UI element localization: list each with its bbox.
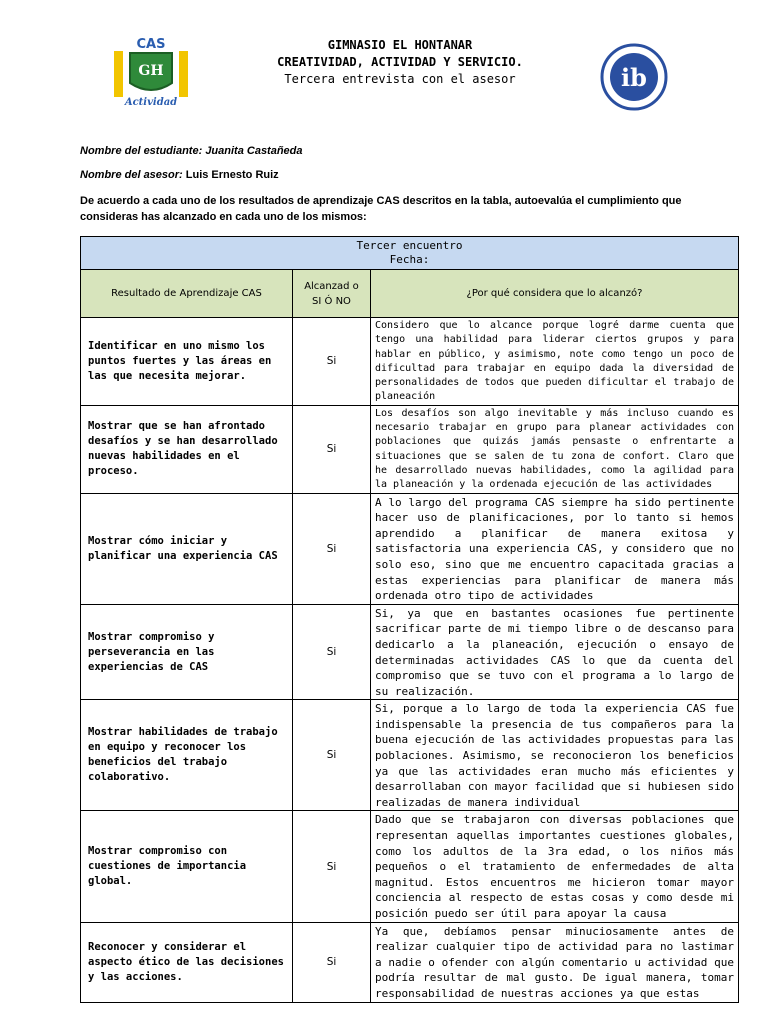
col-header-achieved-label: Alcanzad o (304, 280, 359, 292)
achieved-cell: Si (293, 604, 371, 700)
date-label: Fecha: (389, 253, 430, 266)
outcome-cell: Mostrar compromiso con cuestiones de importancia global. (81, 811, 293, 922)
student-label: Nombre del estudiante: (80, 145, 203, 157)
self-assessment-table (80, 236, 739, 1003)
svg-text:GH: GH (138, 63, 164, 79)
col-header-achieved-sub: SI Ó NO (312, 295, 351, 307)
advisor-label: Nombre del asesor: (80, 169, 183, 181)
col-header-achieved (293, 270, 371, 318)
reason-cell: Si, ya que en bastantes ocasiones fue pertinente sacrificar parte de mi tiempo libre o de descanso para dedicarlo a la planeación, ejecución o ensayo de determinadas actividades CAS lo que da cuenta del compromiso que se tuvo con el programa a lo largo de su realización. (371, 604, 739, 700)
meeting-title: Tercer encuentro (356, 239, 463, 252)
table-row (81, 405, 739, 493)
cas-logo-caption: Actividad (124, 97, 178, 108)
achieved-cell: Si (293, 922, 371, 1002)
outcome-cell: Mostrar cómo iniciar y planificar una experiencia CAS (81, 493, 293, 604)
ib-logo-letters: ib (621, 63, 647, 92)
advisor-line (80, 169, 279, 181)
cas-logo-text: CAS (136, 37, 166, 52)
student-line (80, 145, 303, 157)
achieved-cell: Si (293, 318, 371, 406)
reason-cell: Considero que lo alcance porque logré darme cuenta que tengo una habilidad para liderar ciertos grupos y para hablar en público, y asimismo, note como tengo un poco de dificultad para trabajar en equipo dada la diversidad de personalidades de todos que pueden dificultar el trabajo de planeación (371, 318, 739, 406)
student-name: Juanita Castañeda (205, 145, 303, 157)
outcome-cell: Identificar en uno mismo los puntos fuertes y las áreas en las que necesita mejorar. (81, 318, 293, 406)
table-row (81, 700, 739, 811)
cas-logo (106, 33, 196, 109)
program-title: CREATIVIDAD, ACTIVIDAD Y SERVICIO. (277, 55, 523, 69)
reason-cell: A lo largo del programa CAS siempre ha sido pertinente hacer uso de planificaciones, por lo tanto si hemos aprendido a planificar de manera exitosa y satisfactoria una experiencia CAS, y considero que no solo eso, sino que me encuentro capacitada gracias a estas experiencias para planificar de manera más ordenada otro tipo de actividades (371, 493, 739, 604)
achieved-cell: Si (293, 811, 371, 922)
outcome-cell: Mostrar habilidades de trabajo en equipo y reconocer los beneficios del trabajo colaborativo. (81, 700, 293, 811)
instructions: De acuerdo a cada uno de los resultados de aprendizaje CAS descritos en la tabla, autoevalúa el cumplimiento que consideras has alcanzado en cada uno de los mismos: (80, 195, 682, 223)
school-name: GIMNASIO EL HONTANAR (327, 38, 473, 52)
interview-title: Tercera entrevista con el asesor (284, 72, 516, 86)
outcome-cell: Mostrar que se han afrontado desafíos y se han desarrollado nuevas habilidades en el proceso. (81, 405, 293, 493)
achieved-cell: Si (293, 405, 371, 493)
achieved-cell: Si (293, 493, 371, 604)
reason-cell: Dado que se trabajaron con diversas poblaciones que representan aquellas importantes cuestiones globales, como los adultos de la 3ra edad, o los niños más pequeños o el tratamiento de enfermedades de alta magnitud. Estos encuentros me hicieron tomar mayor conciencia al respecto de estas cosas y como desde mi posición puedo ser útil para apoyar la causa (371, 811, 739, 922)
reason-cell: Los desafíos son algo inevitable y más incluso cuando es necesario trabajar en grupo para planear actividades con poblaciones que quizás jamás pensaste o enfrentarte a situaciones que se salen de tu zona de confort. Claro que he desarrollado nuevas habilidades, como la agilidad para la planeación y la ordenada ejecución de las actividades (371, 405, 739, 493)
col-header-outcome: Resultado de Aprendizaje CAS (81, 270, 293, 318)
table-title-row (81, 237, 739, 270)
achieved-cell: Si (293, 700, 371, 811)
ib-logo (600, 43, 668, 111)
outcome-cell: Mostrar compromiso y perseverancia en las experiencias de CAS (81, 604, 293, 700)
table-row (81, 604, 739, 700)
advisor-name: Luis Ernesto Ruiz (185, 169, 279, 181)
table-row (81, 318, 739, 406)
reason-cell: Ya que, debíamos pensar minuciosamente antes de realizar cualquier tipo de actividad para no lastimar a nadie o ofender con algún comentario u actividad que podría resultar de mal gusto. De igual manera, tomar responsabilidad de nuestras acciones ya que estas (371, 922, 739, 1002)
table-header-row (81, 270, 739, 318)
col-header-why: ¿Por qué considera que lo alcanzó? (371, 270, 739, 318)
outcome-cell: Reconocer y considerar el aspecto ético de las decisiones y las acciones. (81, 922, 293, 1002)
table-row (81, 493, 739, 604)
reason-cell: Si, porque a lo largo de toda la experiencia CAS fue indispensable la presencia de tus compañeros para la buena ejecución de las actividades propuestas para las poblaciones. Asimismo, se reconocieron los beneficios ya que las actividades eran mucho más eficientes y desarrollaban con mayor facilidad que si hubiesen sido realizadas de manera individual (371, 700, 739, 811)
table-row (81, 811, 739, 922)
table-row (81, 922, 739, 1002)
